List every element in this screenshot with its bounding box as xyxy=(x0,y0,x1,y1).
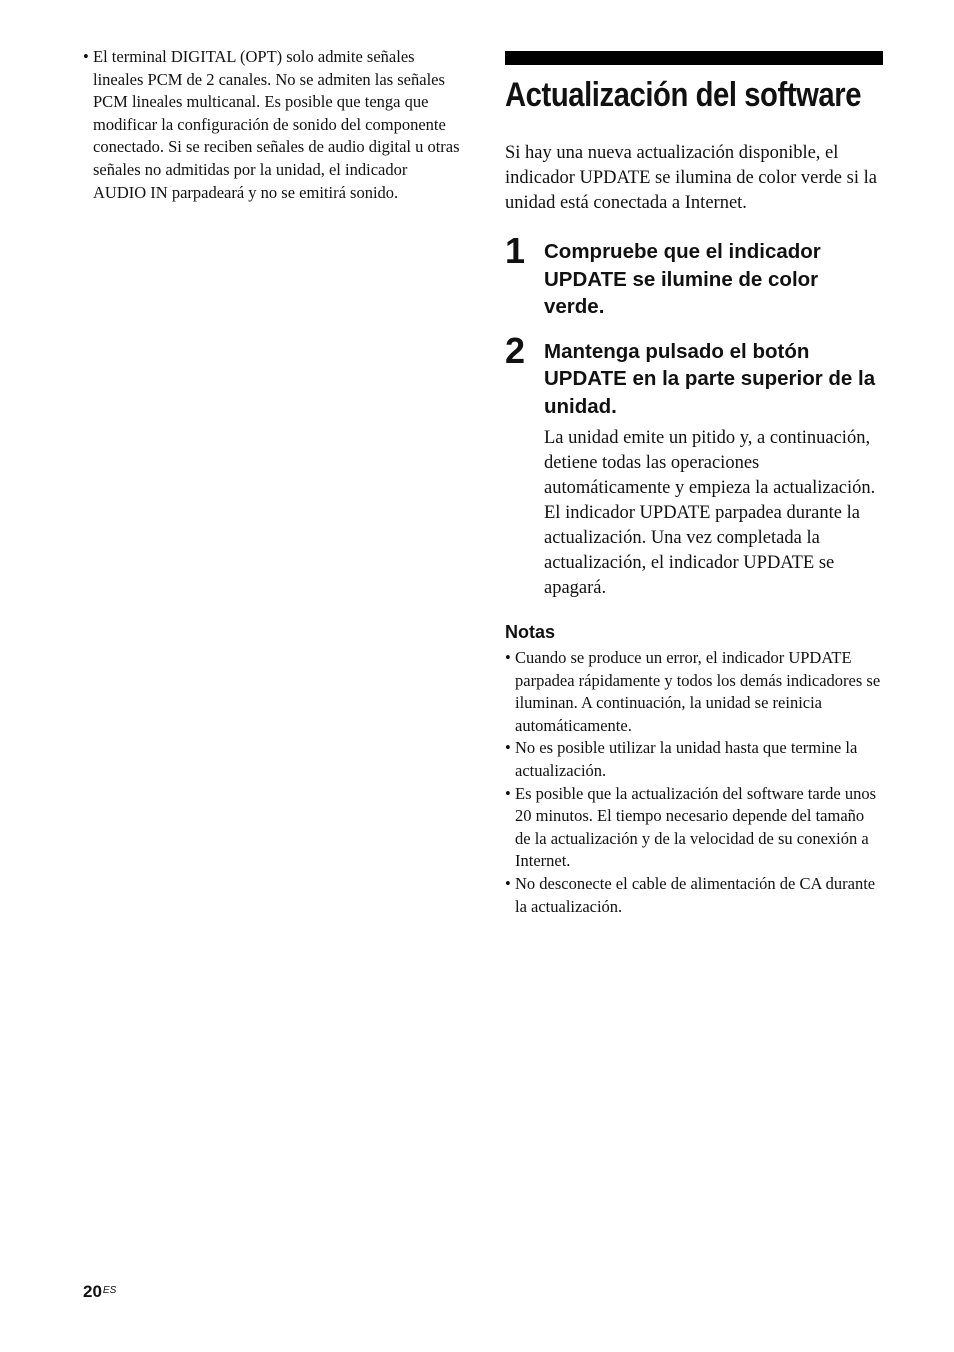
notes-heading: Notas xyxy=(505,622,556,642)
section-title-bar xyxy=(505,51,883,65)
step-body xyxy=(544,426,883,601)
page-number-value: 20 xyxy=(83,1282,102,1301)
step-1 xyxy=(505,230,883,321)
step-heading: Compruebe que el indicador UPDATE se ilumine de color verde. xyxy=(544,240,821,318)
notes-list xyxy=(505,647,883,918)
bullet-item: • El terminal DIGITAL (OPT) solo admite señales lineales PCM de 2 canales. No se admiten las señales PCM lineales multicanal. Es posible que tenga que modificar la configuración de sonido del componente conectado. Si se reciben señales de audio digital u otras señales no admitidas por la unidad, el indicador AUDIO IN parpadeará y no se emitirá sonido. xyxy=(83,46,463,204)
step-heading: Mantenga pulsado el botón UPDATE en la parte superior de la unidad. xyxy=(544,339,876,418)
note-item: • No desconecte el cable de alimentación de CA durante la actualización. xyxy=(505,873,883,918)
page-language-suffix: ES xyxy=(102,1285,117,1296)
note-item: • Cuando se produce un error, el indicador UPDATE parpadea rápidamente y todos los demás indicadores se iluminan. A continuación, la unidad se reinicia automáticamente. xyxy=(505,647,883,737)
section-intro: Si hay una nueva actualización disponible, el indicador UPDATE se ilumina de color verde si la unidad está conectada a Internet. xyxy=(505,143,877,213)
step-number: 1 xyxy=(505,230,526,271)
note-item: • Es posible que la actualización del software tarde unos 20 minutos. El tiempo necesario depende del tamaño de la actualización y de la velocidad de su conexión a Internet. xyxy=(505,783,883,873)
right-column xyxy=(505,51,883,918)
step-body-paragraph: El indicador UPDATE parpadea durante la actualización. Una vez completada la actualización, el indicador UPDATE se apagará. xyxy=(544,503,860,598)
page-number xyxy=(83,1281,116,1303)
step-body-paragraph: La unidad emite un pitido y, a continuación, detiene todas las operaciones automáticamente y empieza la actualización. xyxy=(544,428,876,498)
note-item: • No es posible utilizar la unidad hasta que termine la actualización. xyxy=(505,737,883,782)
step-2 xyxy=(505,329,883,602)
step-number: 2 xyxy=(505,329,526,371)
section-title: Actualización del software xyxy=(505,76,862,114)
left-column xyxy=(83,46,463,204)
